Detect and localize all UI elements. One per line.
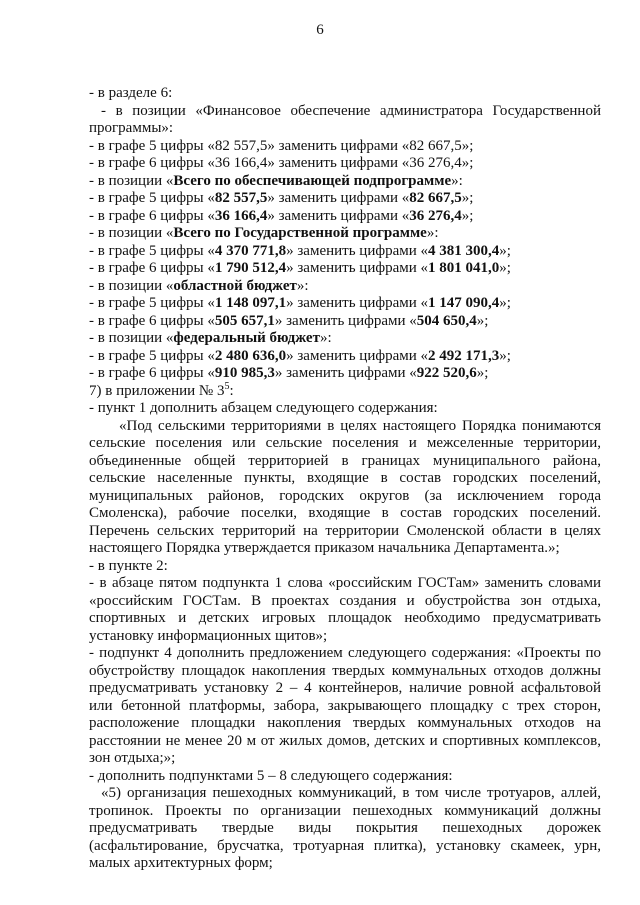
paragraph: - в абзаце пятом подпункта 1 слова «российским ГОСТам» заменить словами «российским ГОСТам. В проектах создания и обустройства зон отдыха, спортивных и детских игровых площадок необходимо предусматривать установку информационных щитов»; bbox=[89, 575, 601, 644]
page-number: 6 bbox=[316, 22, 324, 38]
paragraph: - в позиции «Всего по обеспечивающей подпрограмме»: bbox=[89, 172, 463, 189]
bold-number: 910 985,3 bbox=[214, 365, 275, 381]
bold-number: 1 148 097,1 bbox=[214, 295, 287, 311]
paragraph: - в позиции «Финансовое обеспечение администратора Государственной программы»: bbox=[89, 102, 601, 136]
bold-number: 2 480 636,0 bbox=[214, 347, 287, 364]
paragraph: - в графе 5 цифры «82 557,5» заменить цифрами «82 667,5»; bbox=[89, 137, 474, 154]
bold-number: 1 790 512,4 bbox=[214, 260, 287, 276]
bold-number: 504 650,4 bbox=[416, 312, 477, 329]
bold-text: Всего по обеспечивающей подпрограмме bbox=[173, 172, 452, 189]
bold-number: 82 667,5 bbox=[409, 190, 462, 206]
bold-number: 36 276,4 bbox=[409, 207, 462, 224]
paragraph: «5) организация пешеходных коммуникаций, в том числе тротуаров, аллей, тропинок. Проекты по организации пешеходных коммуникаций должны предусматривать твердые виды покрытия пешеходных дорожек (асфальтирование, брусчатка, тротуарная плитка), установку скамеек, урн, малых архитектурных форм; bbox=[89, 785, 601, 871]
bold-number: 922 520,6 bbox=[416, 365, 477, 381]
bold-number: 4 370 771,8 bbox=[214, 242, 287, 259]
paragraph: - в графе 6 цифры «910 985,3» заменить цифрами «922 520,6»; bbox=[89, 365, 489, 381]
bold-number: 1 147 090,4 bbox=[428, 295, 500, 311]
bold-number: 1 801 041,0 bbox=[428, 260, 500, 276]
paragraph: - в разделе 6: bbox=[89, 85, 173, 101]
paragraph: - дополнить подпунктами 5 – 8 следующего содержания: bbox=[89, 767, 453, 784]
paragraph: - в графе 6 цифры «36 166,4» заменить цифрами «36 276,4»; bbox=[89, 155, 474, 171]
bold-text: областной бюджет bbox=[173, 277, 297, 294]
bold-number: 82 557,5 bbox=[214, 190, 268, 206]
paragraph: 7) в приложении № $3^5$: bbox=[89, 380, 234, 399]
paragraph: - в графе 5 цифры «1 148 097,1» заменить цифрами «1 147 090,4»; bbox=[89, 295, 511, 311]
paragraph: «Под сельскими территориями в целях настоящего Порядка понимаются сельские поселения или сельские поселения и межселенные территории, объединенные общей территорией в границах муниципального района, сельские населенные пункты, входящие в состав городских поселений, муниципальных районов, городских округов (за исключением города Смоленска), рабочие поселки, входящие в состав городских поселений. Перечень сельских территорий на территории Смоленской области в целях настоящего Порядка утверждается приказом начальника Департамента.»; bbox=[89, 417, 601, 556]
paragraph: - в позиции «федеральный бюджет»: bbox=[89, 330, 332, 346]
paragraph: - в позиции «областной бюджет»: bbox=[89, 277, 309, 294]
paragraph: - в графе 5 цифры «82 557,5» заменить цифрами «82 667,5»; bbox=[89, 190, 474, 206]
paragraph: - в позиции «Всего по Государственной программе»: bbox=[89, 225, 439, 241]
paragraph: - пункт 1 дополнить абзацем следующего содержания: bbox=[89, 400, 438, 416]
bold-number: 2 492 171,3 bbox=[428, 347, 500, 364]
paragraph: - в графе 6 цифры «505 657,1» заменить цифрами «504 650,4»; bbox=[89, 312, 489, 329]
bold-text: Всего по Государственной программе bbox=[173, 225, 427, 241]
paragraph: - подпункт 4 дополнить предложением следующего содержания: «Проекты по обустройству площадок накопления твердых коммунальных отходов должны предусматривать установку 2 – 4 контейнеров, наличие ровной асфальтовой или бетонной платформы, забора, закрывающего площадку с трех сторон, расположение площадки накопления твердых коммунальных отходов на расстоянии не менее 20 м от жилых домов, детских и спортивных комплексов, зон отдыха;»; bbox=[89, 645, 601, 766]
paragraph: - в графе 5 цифры «4 370 771,8» заменить цифрами «4 381 300,4»; bbox=[89, 242, 511, 259]
bold-number: 4 381 300,4 bbox=[428, 242, 500, 259]
bold-number: 36 166,4 bbox=[214, 207, 268, 224]
document-body bbox=[89, 85, 601, 873]
bold-text: федеральный бюджет bbox=[173, 330, 320, 346]
paragraph: - в графе 5 цифры «2 480 636,0» заменить цифрами «2 492 171,3»; bbox=[89, 347, 511, 364]
paragraph: - в графе 6 цифры «36 166,4» заменить цифрами «36 276,4»; bbox=[89, 207, 474, 224]
bold-number: 505 657,1 bbox=[214, 312, 275, 329]
superscript: 5 bbox=[224, 380, 230, 392]
paragraph: - в пункте 2: bbox=[89, 557, 168, 574]
paragraph: - в графе 6 цифры «1 790 512,4» заменить цифрами «1 801 041,0»; bbox=[89, 260, 511, 276]
